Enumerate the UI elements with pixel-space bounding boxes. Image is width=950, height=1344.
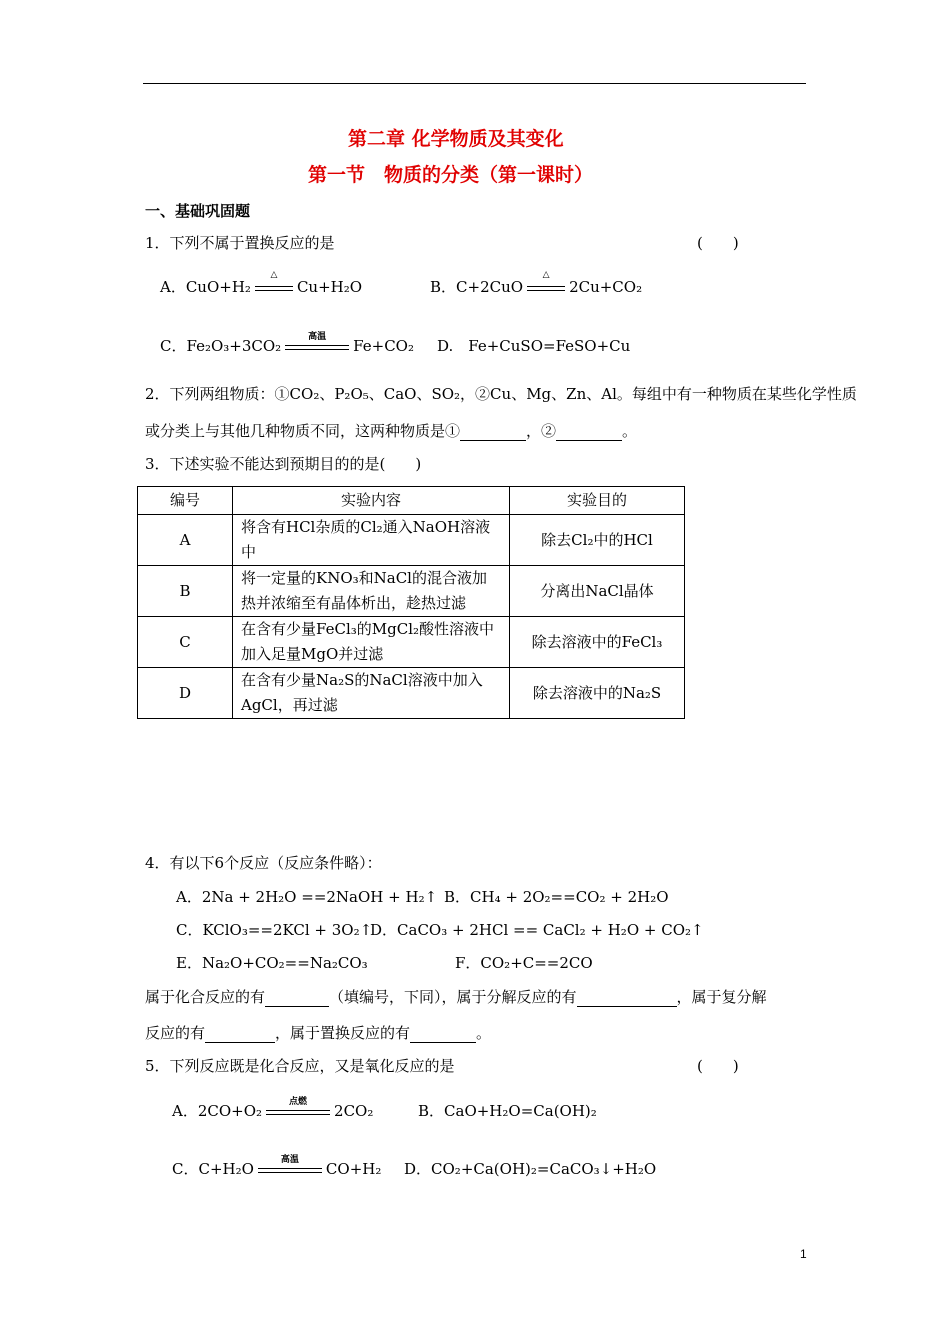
header-purpose: 实验目的 (510, 487, 685, 515)
q1-option-b (430, 270, 643, 297)
page-number: 1 (800, 1247, 807, 1261)
q1-b-right: 2Cu+CO₂ (569, 278, 643, 296)
reaction-equals-sign: 点燃 (266, 1105, 330, 1119)
table-row: B 将一定量的KNO₃和NaCl的混合液加热并浓缩至有晶体析出，趁热过滤 分离出NaCl晶体 (138, 566, 685, 617)
q4-fill-line2: 反应的有 ，属于置换反应的有 。 (145, 1024, 492, 1042)
q1-answer-paren: ( ) (697, 234, 739, 252)
q4-option-d: D．CaCO₃ + 2HCl == CaCl₂ + H₂O + CO₂↑ (370, 921, 704, 939)
answer-blank[interactable] (265, 988, 329, 1007)
q1-stem: 1．下列不属于置换反应的是 (145, 234, 335, 252)
q4-option-e: E．Na₂O+CO₂==Na₂CO₃ (176, 954, 368, 972)
q4-option-c: C．KClO₃==2KCl + 3O₂↑ (176, 921, 373, 939)
q4-option-b: B．CH₄ + 2O₂==CO₂ + 2H₂O (444, 888, 669, 906)
q3-stem: 3．下述实验不能达到预期目的的是( ) (145, 455, 422, 473)
q4-option-f: F．CO₂+C==2CO (455, 954, 593, 972)
q5-option-a: A．2CO+O₂ 点燃 2CO₂ (172, 1097, 374, 1120)
q1-option-a (160, 270, 363, 297)
q1-option-d: D. Fe+CuSO=FeSO+Cu (437, 337, 631, 355)
answer-blank[interactable] (205, 1024, 275, 1043)
q1-c-left: C．Fe₂O₃+3CO₂ (160, 337, 282, 355)
q4-option-a: A．2Na + 2H₂O ==2NaOH + H₂↑ (176, 888, 438, 906)
answer-blank[interactable] (460, 422, 526, 441)
q5-option-b: B．CaO+H₂O=Ca(OH)₂ (418, 1102, 597, 1120)
reaction-equals-sign: △ (255, 281, 293, 295)
experiment-table (137, 486, 685, 719)
reaction-equals-sign: △ (527, 281, 565, 295)
q5-option-c: C．C+H₂O 高温 CO+H₂ (172, 1155, 382, 1178)
q5-stem: 5．下列反应既是化合反应，又是氧化反应的是 (145, 1057, 455, 1075)
reaction-equals-sign: 高温 (258, 1163, 322, 1177)
answer-blank[interactable] (577, 988, 677, 1007)
q1-option-c (160, 332, 414, 356)
header-rule (143, 83, 806, 84)
q1-c-right: Fe+CO₂ (353, 337, 414, 355)
header-id: 编号 (138, 487, 233, 515)
table-row: A 将含有HCl杂质的Cl₂通入NaOH溶液中 除去Cl₂中的HCl (138, 515, 685, 566)
q4-stem: 4．有以下6个反应（反应条件略）： (145, 854, 382, 872)
q2-line2: 或分类上与其他几种物质不同，这两种物质是① ，② 。 (145, 422, 638, 440)
q5-answer-paren: ( ) (697, 1057, 739, 1075)
q1-b-left: B．C+2CuO (430, 278, 524, 296)
q2-line1: 2．下列两组物质：①CO₂、P₂O₅、CaO、SO₂，②Cu、Mg、Zn、Al。每组中有一种物质在某些化学性质 (145, 385, 857, 403)
header-content: 实验内容 (233, 487, 510, 515)
table-row: C 在含有少量FeCl₃的MgCl₂酸性溶液中加入足量MgO并过滤 除去溶液中的FeCl₃ (138, 617, 685, 668)
q4-fill-line1: 属于化合反应的有 （填编号，下同），属于分解反应的有 ，属于复分解 (145, 988, 767, 1006)
section-heading: 一、基础巩固题 (145, 202, 251, 220)
answer-blank[interactable] (556, 422, 622, 441)
reaction-equals-sign: 高温 (285, 340, 349, 354)
q1-a-right: Cu+H₂O (296, 278, 363, 296)
q1-a-left: A．CuO+H₂ (160, 278, 251, 296)
q5-option-d: D．CO₂+Ca(OH)₂=CaCO₃↓+H₂O (404, 1160, 657, 1178)
chapter-title: 第二章 化学物质及其变化 (348, 128, 564, 150)
table-row: D 在含有少量Na₂S的NaCl溶液中加入AgCl，再过滤 除去溶液中的Na₂S (138, 668, 685, 719)
table-header-row (138, 487, 685, 515)
section-title: 第一节 物质的分类（第一课时） (308, 164, 594, 186)
answer-blank[interactable] (410, 1024, 476, 1043)
